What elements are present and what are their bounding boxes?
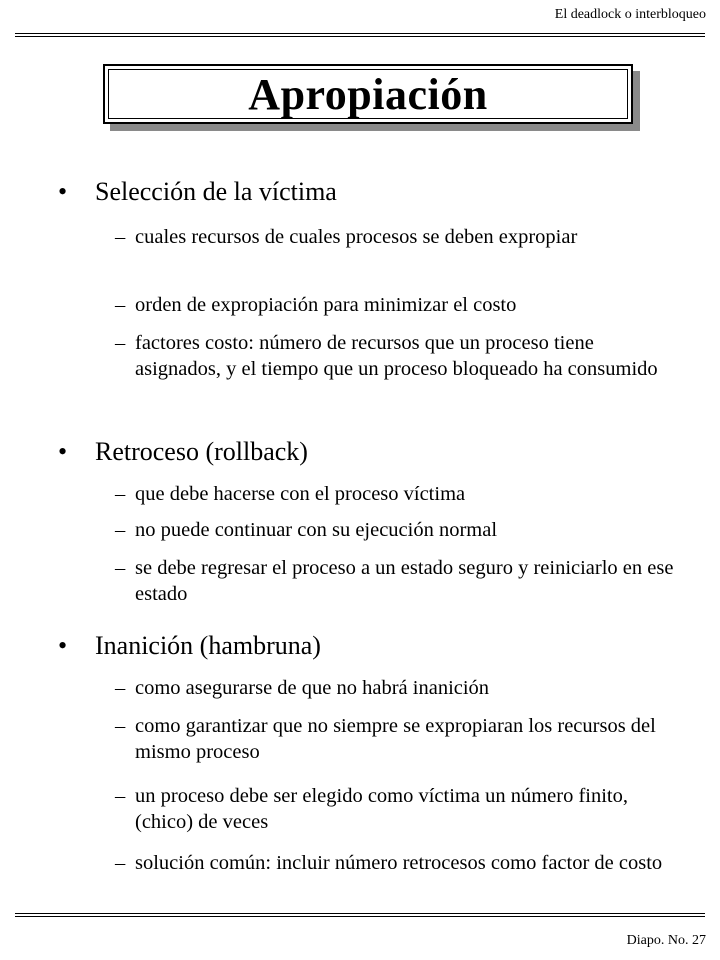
dash-marker: – bbox=[115, 557, 126, 579]
sub-item-text: no puede continuar con su ejecución normal bbox=[135, 519, 498, 541]
bullet-marker: • bbox=[58, 177, 68, 206]
dash-marker: – bbox=[115, 785, 126, 807]
dash-marker: – bbox=[115, 483, 126, 505]
dash-marker: – bbox=[115, 519, 126, 541]
running-header: El deadlock o interbloqueo bbox=[554, 7, 706, 22]
dash-marker: – bbox=[115, 332, 126, 354]
sub-item-text: cuales recursos de cuales procesos se deben expropiar bbox=[135, 226, 578, 248]
sub-item-text: un proceso debe ser elegido como víctima un número finito, (chico) de veces bbox=[135, 785, 629, 833]
sub-item-text: como garantizar que no siempre se expropiaran los recursos del mismo proceso bbox=[135, 715, 656, 763]
footer-rule bbox=[15, 913, 705, 917]
dash-marker: – bbox=[115, 852, 126, 874]
sub-item-text: orden de expropiación para minimizar el costo bbox=[135, 294, 517, 316]
dash-marker: – bbox=[115, 294, 126, 316]
dash-marker: – bbox=[115, 677, 126, 699]
sub-item-text: factores costo: número de recursos que un proceso tiene asignados, y el tiempo que un proceso bloqueado ha consumido bbox=[135, 332, 658, 380]
dash-marker: – bbox=[115, 226, 126, 248]
header-rule bbox=[15, 33, 705, 37]
sub-item-text: que debe hacerse con el proceso víctima bbox=[135, 483, 466, 505]
bullet-text: Inanición (hambruna) bbox=[95, 631, 321, 660]
bullet-text: Selección de la víctima bbox=[95, 177, 337, 206]
bullet-text: Retroceso (rollback) bbox=[95, 437, 308, 466]
sub-item-text: como asegurarse de que no habrá inanición bbox=[135, 677, 490, 699]
sub-item-text: solución común: incluir número retrocesos como factor de costo bbox=[135, 852, 663, 874]
slide-number: Diapo. No. 27 bbox=[626, 933, 706, 948]
bullet-marker: • bbox=[58, 631, 68, 660]
dash-marker: – bbox=[115, 715, 126, 737]
slide-title: Apropiación bbox=[248, 69, 488, 119]
sub-item-text: se debe regresar el proceso a un estado seguro y reiniciarlo en ese estado bbox=[135, 557, 674, 605]
bullet-marker: • bbox=[58, 437, 68, 466]
title-box bbox=[103, 64, 633, 124]
